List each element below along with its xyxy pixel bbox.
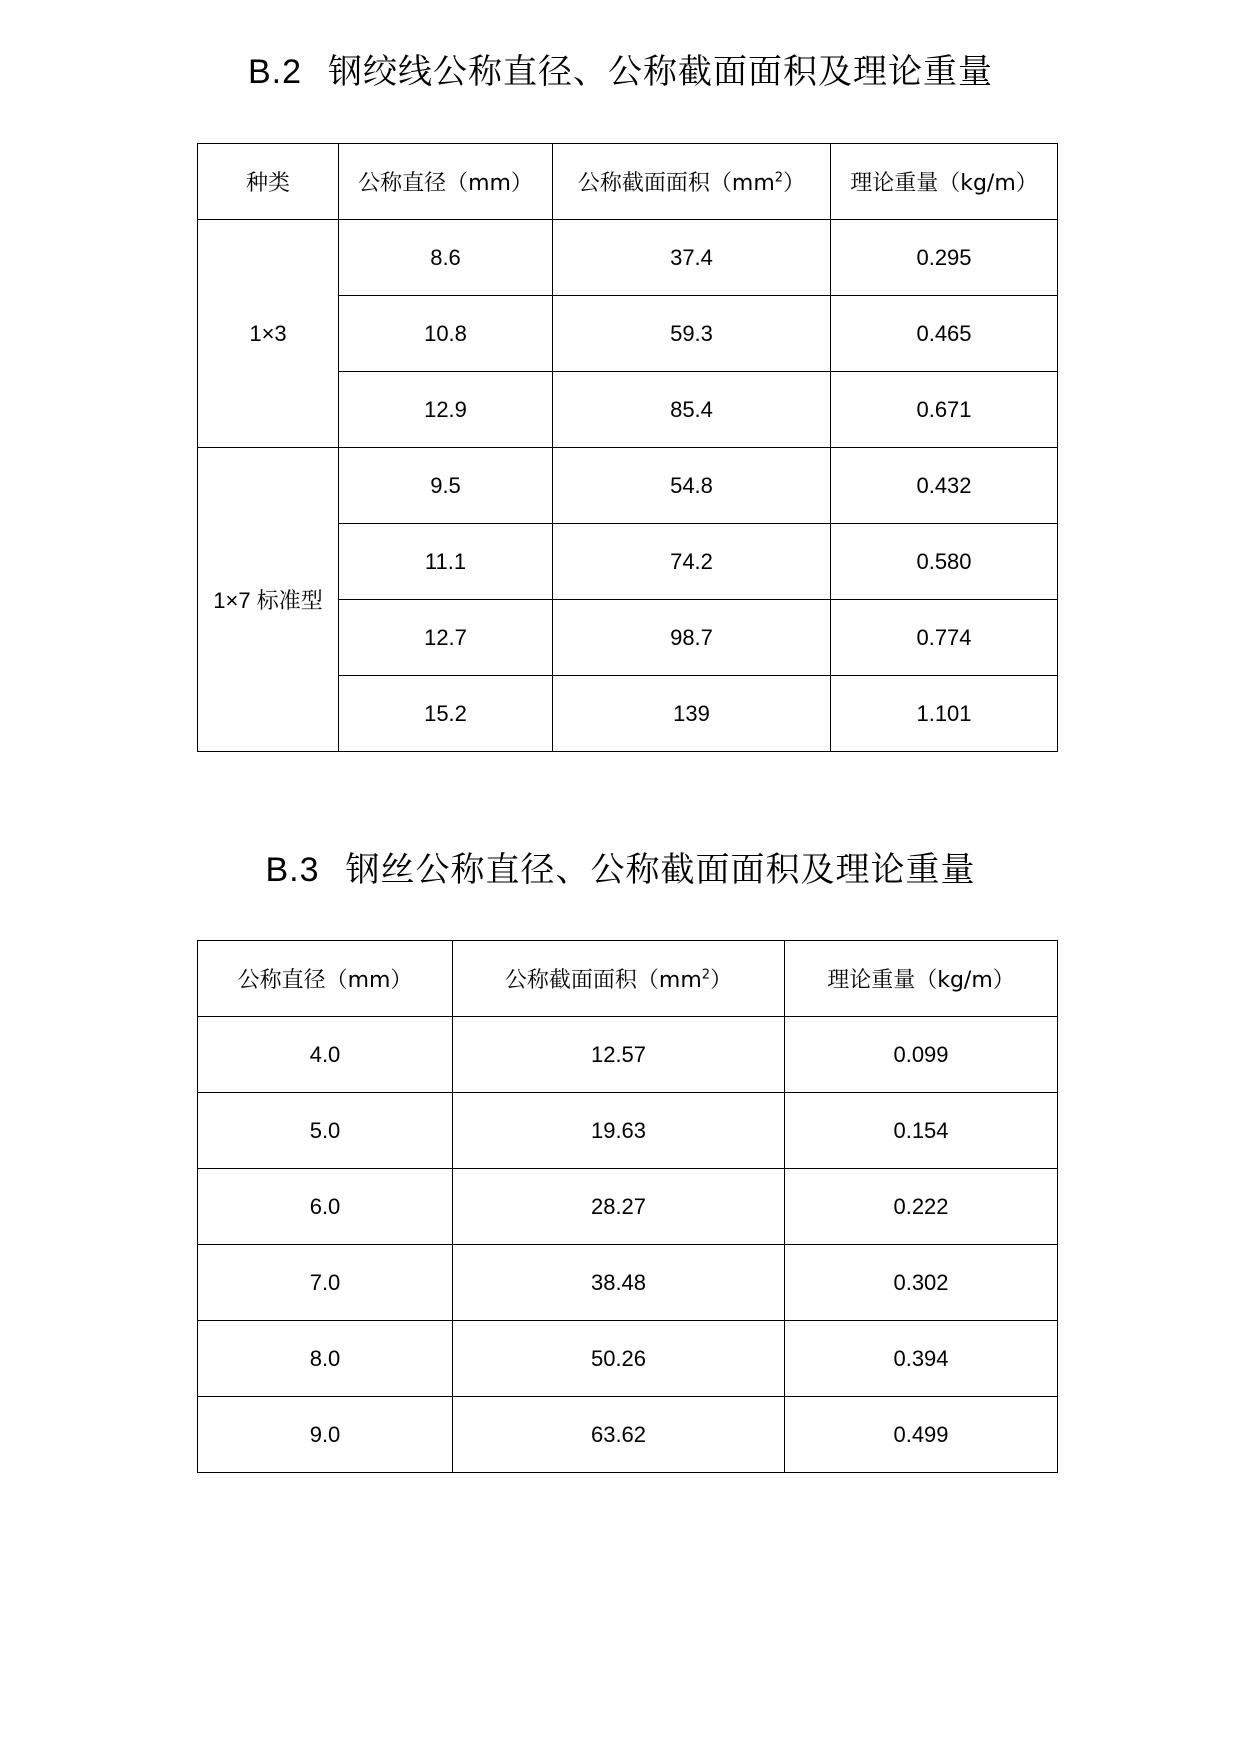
diameter-cell: 4.0	[198, 1017, 453, 1093]
header-diameter: 公称直径（mm）	[198, 941, 453, 1017]
weight-cell: 1.101	[831, 676, 1058, 752]
table-row	[198, 1093, 1058, 1169]
area-cell: 28.27	[453, 1169, 785, 1245]
header-weight: 理论重量（kg/m）	[785, 941, 1058, 1017]
diameter-cell: 5.0	[198, 1093, 453, 1169]
weight-cell: 0.432	[831, 448, 1058, 524]
table-row	[198, 1397, 1058, 1473]
diameter-cell: 8.6	[339, 220, 553, 296]
area-cell: 139	[553, 676, 831, 752]
area-cell: 59.3	[553, 296, 831, 372]
area-cell: 37.4	[553, 220, 831, 296]
diameter-cell: 9.5	[339, 448, 553, 524]
steel-strand-table-body	[198, 220, 1058, 752]
diameter-cell: 7.0	[198, 1245, 453, 1321]
table-row	[198, 448, 1058, 524]
diameter-cell: 8.0	[198, 1321, 453, 1397]
section-b3-heading	[0, 842, 1241, 891]
diameter-cell: 12.7	[339, 600, 553, 676]
weight-cell: 0.394	[785, 1321, 1058, 1397]
section-b3-number: B.3	[265, 851, 320, 889]
weight-cell: 0.465	[831, 296, 1058, 372]
header-area-text: 公称截面面积（mm	[504, 968, 702, 993]
header-area-text: 公称截面面积（mm	[577, 171, 775, 196]
section-b3-title: 钢丝公称直径、公称截面面积及理论重量	[345, 850, 976, 890]
weight-cell: 0.671	[831, 372, 1058, 448]
header-area-suffix: ）	[710, 968, 733, 993]
area-cell: 19.63	[453, 1093, 785, 1169]
diameter-cell: 10.8	[339, 296, 553, 372]
header-area	[453, 941, 785, 1017]
weight-cell: 0.580	[831, 524, 1058, 600]
header-area-sup: 2	[774, 170, 784, 186]
header-weight: 理论重量（kg/m）	[831, 144, 1058, 220]
weight-cell: 0.099	[785, 1017, 1058, 1093]
diameter-cell: 12.9	[339, 372, 553, 448]
area-cell: 54.8	[553, 448, 831, 524]
weight-cell: 0.302	[785, 1245, 1058, 1321]
diameter-cell: 11.1	[339, 524, 553, 600]
area-cell: 38.48	[453, 1245, 785, 1321]
header-diameter: 公称直径（mm）	[339, 144, 553, 220]
table-row	[198, 1017, 1058, 1093]
diameter-cell: 9.0	[198, 1397, 453, 1473]
section-b2-heading	[0, 44, 1241, 93]
type-cell: 1×3	[198, 220, 339, 448]
weight-cell: 0.154	[785, 1093, 1058, 1169]
table-row	[198, 1245, 1058, 1321]
header-area-suffix: ）	[783, 171, 806, 196]
section-b2-title: 钢绞线公称直径、公称截面面积及理论重量	[328, 52, 994, 92]
diameter-cell: 6.0	[198, 1169, 453, 1245]
table-header-row	[198, 144, 1058, 220]
area-cell: 50.26	[453, 1321, 785, 1397]
area-cell: 98.7	[553, 600, 831, 676]
table-header-row	[198, 941, 1058, 1017]
weight-cell: 0.295	[831, 220, 1058, 296]
type-cell: 1×7 标准型	[198, 448, 339, 752]
weight-cell: 0.774	[831, 600, 1058, 676]
table-row	[198, 1169, 1058, 1245]
area-cell: 74.2	[553, 524, 831, 600]
steel-wire-table-body	[198, 1017, 1058, 1473]
steel-wire-table	[197, 940, 1058, 1473]
table-row	[198, 1321, 1058, 1397]
steel-strand-table	[197, 143, 1058, 752]
table-row	[198, 220, 1058, 296]
weight-cell: 0.499	[785, 1397, 1058, 1473]
diameter-cell: 15.2	[339, 676, 553, 752]
section-b2-number: B.2	[247, 53, 303, 91]
area-cell: 63.62	[453, 1397, 785, 1473]
header-type: 种类	[198, 144, 339, 220]
area-cell: 85.4	[553, 372, 831, 448]
header-area	[553, 144, 831, 220]
weight-cell: 0.222	[785, 1169, 1058, 1245]
area-cell: 12.57	[453, 1017, 785, 1093]
header-area-sup: 2	[701, 967, 711, 983]
